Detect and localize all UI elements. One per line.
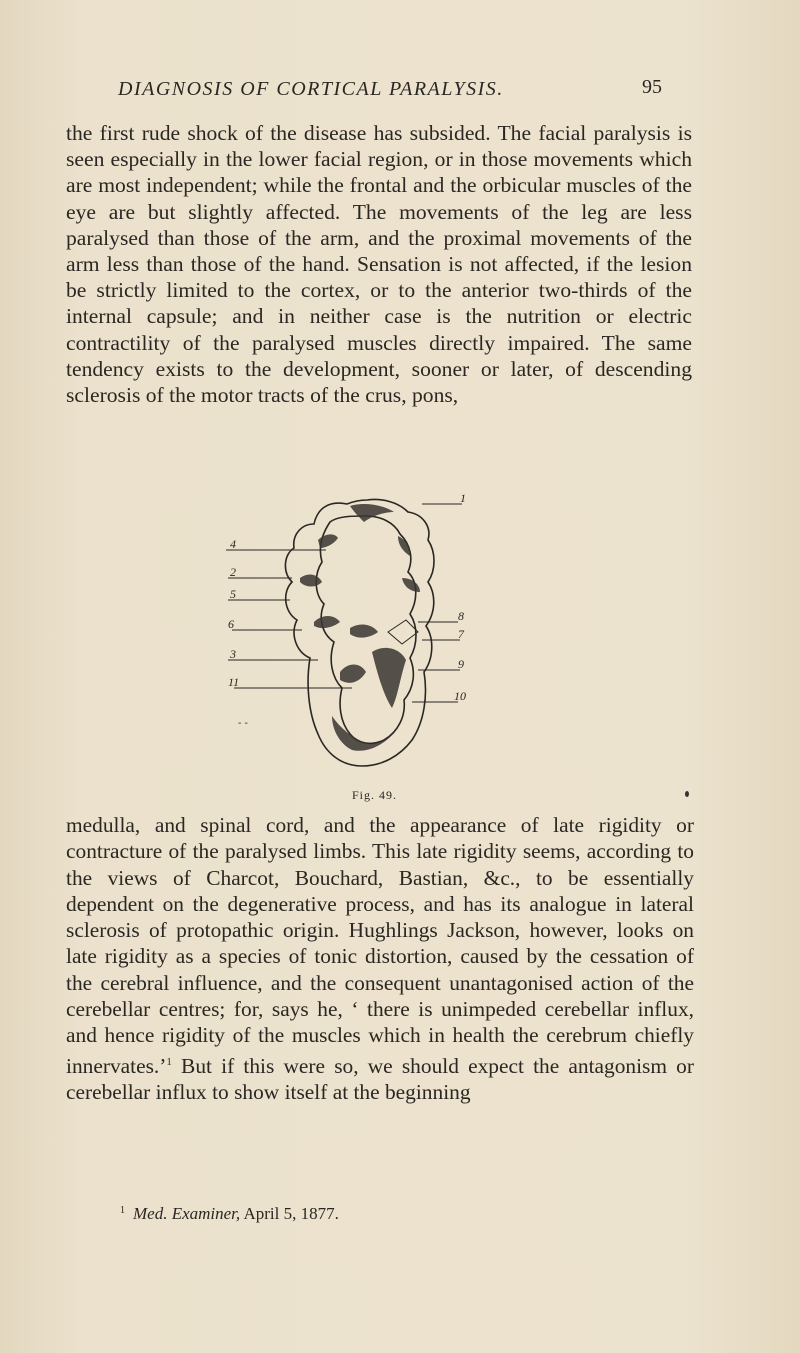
fig-label-4: 4	[230, 537, 236, 551]
fig-label-1: 1	[460, 491, 466, 505]
figure-caption: Fig. 49.	[352, 788, 398, 802]
running-title: DIAGNOSIS OF CORTICAL PARALYSIS.	[118, 78, 504, 100]
fig-label-10: 10	[454, 689, 466, 703]
page-number: 95	[642, 76, 662, 98]
fig-label-7: 7	[458, 627, 464, 641]
fig-label-9: 9	[458, 657, 464, 671]
footnote-date: April 5, 1877.	[243, 1204, 339, 1223]
footnote-marker: 1	[120, 1205, 125, 1216]
ink-dot	[685, 791, 689, 797]
paragraph-2-end: But if this were so, we should expect the antagonism or cerebellar influx to show itself at the beginning	[66, 1053, 694, 1105]
svg-text:- -: - -	[238, 718, 248, 729]
spinal-cord-section-figure	[222, 482, 502, 782]
footnote	[120, 1204, 339, 1224]
footnote-source: Med. Examiner,	[133, 1204, 241, 1223]
fig-label-3: 3	[230, 647, 236, 661]
fig-label-8: 8	[458, 609, 464, 623]
paragraph-2	[66, 812, 694, 1105]
paragraph-2-text: medulla, and spinal cord, and the appearance of late rigidity or contracture of the paralysed limbs. This late rigidity seems, according to the views of Charcot, Bouchard, Bastian, &c., to be essentially dependent on the degenerative process, and has its analogue in lateral sclerosis of protopathic origin. Hughlings Jackson, however, looks on late rigidity as a species of tonic distortion, caused by the cessation of the cerebral influence, and the consequent unantagonised action of the cerebellar centres; for, says he, ‘ there is unimpeded cerebellar influx, and hence rigidity of the muscles which in health the cerebrum chiefly innervates.’	[66, 813, 694, 1078]
fig-label-6: 6	[228, 617, 234, 631]
paragraph-1: the first rude shock of the disease has subsided. The facial paralysis is seen especially in the lower facial region, or in those movements which are most independent; while the frontal and the orbicular muscles of the eye are but slightly affected. The movements of the leg are less paralysed than those of the arm, and the proximal movements of the arm less than those of the hand. Sensation is not affected, if the lesion be strictly limited to the cortex, or to the anterior two-thirds of the internal capsule; and in neither case is the nutrition or electric contractility of the paralysed muscles directly impaired. The same tendency exists to the development, sooner or later, of descending sclerosis of the motor tracts of the crus, pons,	[66, 121, 692, 408]
fig-label-11: 11	[228, 675, 240, 689]
fig-label-2: 2	[230, 565, 236, 579]
fig-label-5: 5	[230, 587, 236, 601]
footnote-ref: 1	[166, 1055, 172, 1068]
